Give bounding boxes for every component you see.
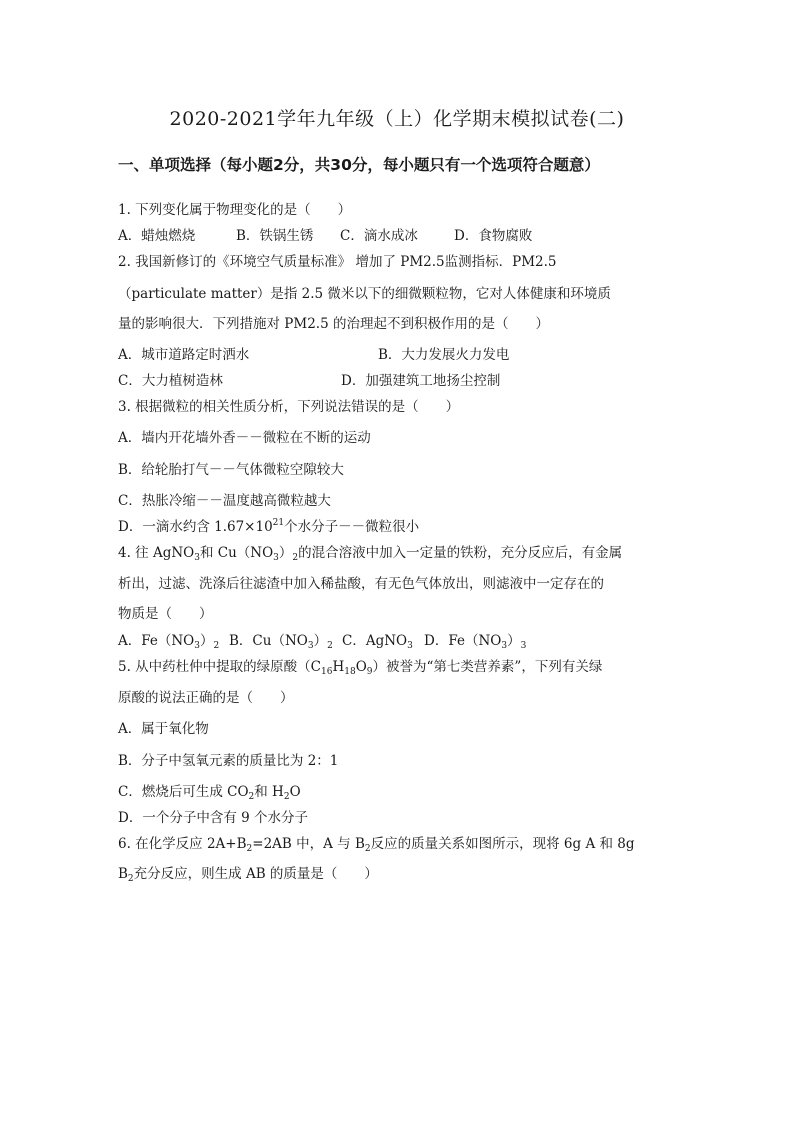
subscript: 2 (248, 792, 255, 802)
q3-option-b: B．给轮胎打气－－气体微粒空隙较大 (118, 462, 344, 478)
q2-stem-line2: （particulate matter）是指 2.5 微米以下的细微颗粒物，它对人体健康和环境质 (118, 286, 611, 302)
q4-option-c (342, 629, 413, 651)
q4-option-d-text: D．Fe（NO (424, 633, 502, 649)
q6-text: 反应的质量关系如图所示，现将 6g A 和 8g (370, 836, 635, 852)
q4-stem-line1 (118, 541, 622, 563)
q5-option-c (118, 780, 301, 802)
q3-d-exponent: 21 (272, 518, 285, 528)
q4-option-a (118, 629, 219, 651)
subscript: 3 (520, 641, 527, 651)
subscript: 3 (307, 641, 314, 651)
q2-stem-line3: 量的影响很大．下列措施对 PM2.5 的治理起不到积极作用的是（ ） (118, 316, 549, 332)
q5-text: H (332, 659, 345, 675)
q2-option-d: D．加强建筑工地扬尘控制 (341, 373, 501, 389)
q3-d-text-end: 个水分子－－微粒很小 (284, 519, 420, 535)
q6-text: 6. 在化学反应 2A+B (118, 836, 247, 852)
subscript: 16 (321, 667, 333, 677)
subscript: 3 (501, 641, 508, 651)
q6-text: =2AB 中，A 与 B (252, 836, 365, 852)
section-heading: 一、单项选择（每小题2分，共30分，每小题只有一个选项符合题意） (118, 156, 600, 174)
q4-option-a-text: ） (199, 633, 214, 649)
q3-option-d (118, 515, 419, 535)
subscript: 2 (364, 844, 371, 854)
q3-stem: 3. 根据微粒的相关性质分析，下列说法错误的是（ ） (118, 399, 460, 415)
q2-option-a: A．城市道路定时洒水 (118, 347, 250, 363)
q4-text: 的混合溶液中加入一定量的铁粉，充分反应后，有金属 (298, 545, 623, 561)
q6-stem-line2 (118, 862, 378, 884)
q4-option-c-text: C．AgNO (342, 633, 408, 649)
q4-option-b-text: ） (313, 633, 328, 649)
q4-stem-line3: 物质是（ ） (118, 606, 213, 622)
q5-option-b: B．分子中氢氧元素的质量比为 2：1 (118, 753, 339, 769)
subscript: 9 (366, 667, 373, 677)
subscript: 2 (127, 874, 134, 884)
q1-stem: 1. 下列变化属于物理变化的是（ ） (118, 202, 352, 218)
q6-text: B (118, 866, 128, 882)
subscript: 2 (246, 844, 253, 854)
q2-options-row2 (118, 369, 678, 389)
q1-option-b: B．铁锅生锈 (236, 228, 314, 244)
page-title: 2020-2021学年九年级（上）化学期末模拟试卷(二) (169, 108, 625, 130)
q5-text: O (355, 659, 367, 675)
q3-option-a: A．墙内开花墙外香－－微粒在不断的运动 (118, 430, 371, 446)
q4-stem-line2: 析出，过滤、洗涤后往滤渣中加入稀盐酸，有无色气体放出，则滤液中一定存在的 (118, 576, 604, 592)
q5-option-a: A．属于氧化物 (118, 721, 209, 737)
q4-option-d (424, 629, 526, 651)
q1-option-c: C．滴水成冰 (340, 228, 418, 244)
subscript: 2 (292, 553, 299, 563)
subscript: 3 (194, 553, 200, 563)
q4-options (118, 629, 678, 649)
q6-stem-line1 (118, 832, 635, 854)
q3-option-c: C．热胀冷缩－－温度越高微粒越大 (118, 493, 331, 509)
subscript: 3 (273, 553, 279, 563)
q2-stem-line1: 2. 我国新修订的《环境空气质量标准》 增加了 PM2.5监测指标．PM2.5 (118, 254, 557, 270)
subscript: 2 (327, 641, 333, 651)
q4-text: 4. 往 AgNO (118, 545, 195, 561)
q5-option-d: D．一个分子中含有 9 个水分子 (118, 810, 308, 826)
q1-option-a: A．蜡烛燃烧 (118, 228, 196, 244)
subscript: 2 (283, 792, 290, 802)
q4-option-b (229, 629, 333, 651)
q5-text: ）被誉为“第七类营养素”，下列有关绿 (372, 659, 603, 675)
q5-stem-line1 (118, 655, 602, 677)
subscript: 3 (194, 641, 200, 651)
q1-options (118, 224, 678, 244)
subscript: 18 (344, 667, 356, 677)
q5-c-text: C．燃烧后可生成 CO (118, 784, 249, 800)
q4-text: 和 Cu（NO (199, 545, 274, 561)
q3-d-text: D．一滴水约含 1.67×10 (118, 519, 273, 535)
subscript: 2 (213, 641, 220, 651)
q6-text: 充分反应，则生成 AB 的质量是（ ） (133, 866, 378, 882)
subscript: 3 (407, 641, 413, 651)
q5-stem-line2: 原酸的说法正确的是（ ） (118, 690, 294, 706)
q1-option-d: D．食物腐败 (454, 228, 533, 244)
q4-option-b-text: B．Cu（NO (229, 633, 308, 649)
q4-option-d-text: ） (507, 633, 521, 649)
q2-options-row1 (118, 343, 678, 363)
q4-text: ） (278, 545, 293, 561)
q5-text: 5. 从中药杜仲中提取的绿原酸（C (118, 659, 322, 675)
q5-c-text: O (289, 784, 301, 800)
q4-option-a-text: A．Fe（NO (118, 633, 195, 649)
q5-c-text: 和 H (254, 784, 284, 800)
q2-option-c: C．大力植树造林 (118, 373, 223, 389)
q2-option-b: B．大力发展火力发电 (378, 347, 510, 363)
